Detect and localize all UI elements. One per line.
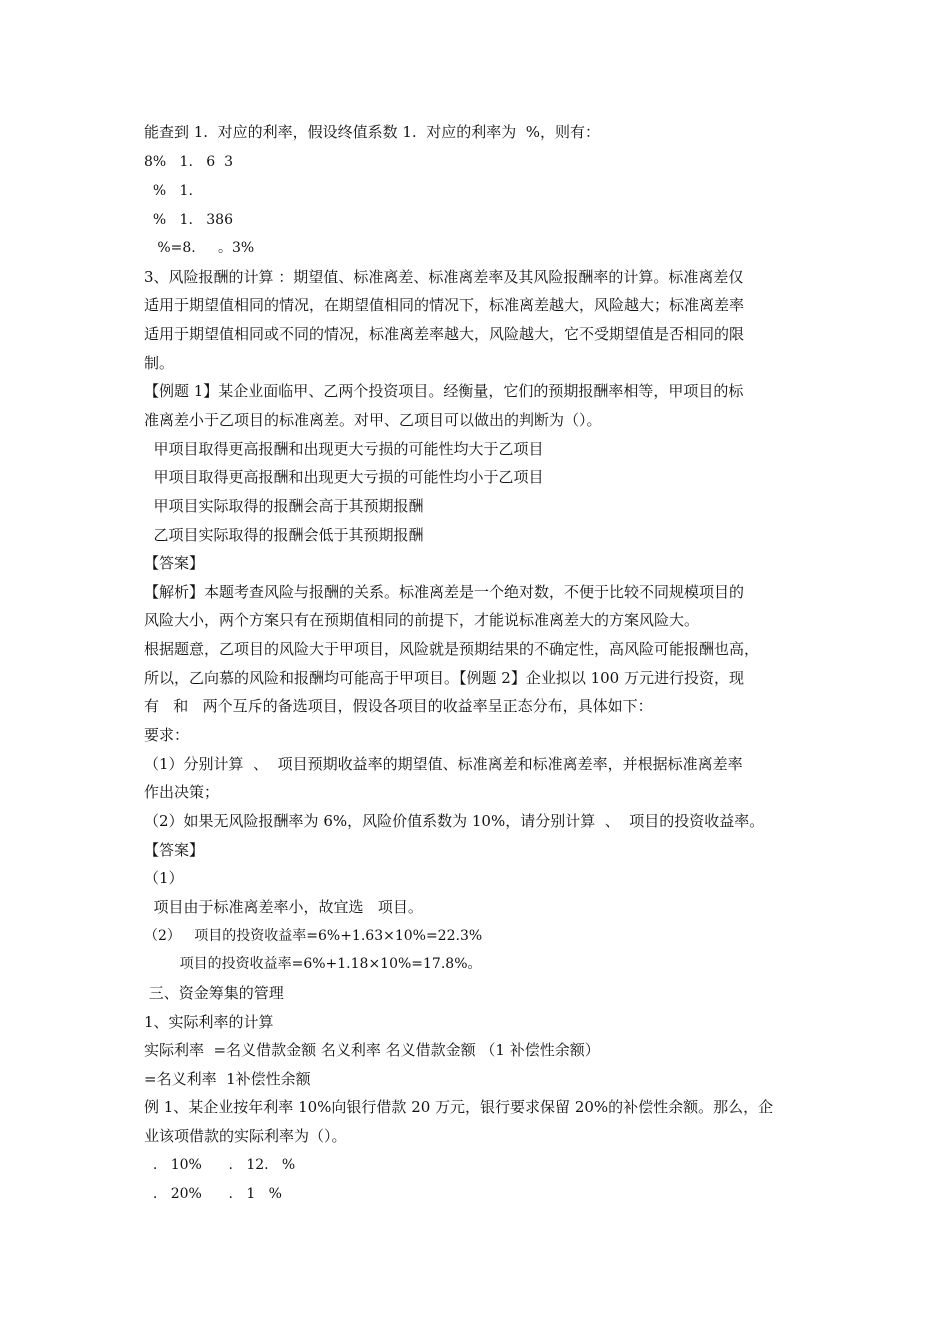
text-line: 适用于期望值相同或不同的情况，标准离差率越大，风险越大，它不受期望值是否相同的限: [144, 325, 745, 343]
text-line: 1、实际利率的计算: [144, 1013, 274, 1031]
text-line: 【解析】本题考查风险与报酬的关系。标准离差是一个绝对数，不便于比较不同规模项目的: [144, 583, 745, 601]
text-line: 甲项目实际取得的报酬会高于其预期报酬: [144, 497, 424, 515]
text-line: 项目由于标准离差率小，故宜选 项目。: [144, 898, 423, 916]
text-line: 【例题 1】某企业面临甲、乙两个投资项目。经衡量，它们的预期报酬率相等，甲项目的标: [144, 382, 744, 400]
text-line: 要求：: [144, 726, 190, 744]
text-line: 3、风险报酬的计算 ：期望值、标准离差、标准离差率及其风险报酬率的计算。标准离差仅: [144, 268, 744, 286]
text-line: 甲项目取得更高报酬和出现更大亏损的可能性均小于乙项目: [144, 468, 544, 486]
text-line: 业该项借款的实际利率为（）。: [144, 1127, 347, 1145]
text-line: 项目的投资收益率=6%+1.18×10%=17.8%。: [144, 956, 482, 972]
text-line: 风险大小，两个方案只有在预期值相同的前提下，才能说标准离差大的方案风险大。: [144, 611, 700, 629]
text-line: 适用于期望值相同的情况，在期望值相同的情况下，标准离差越大，风险越大；标准离差率: [144, 296, 745, 314]
text-line: 例 1、某企业按年利率 10%向银行借款 20 万元，银行要求保留 20%的补偿性余额。那么，企: [144, 1098, 774, 1116]
text-line: 所以，乙向慕的风险和报酬均可能高于甲项目。【例题 2】企业拟以 100 万元进行投资，现: [144, 669, 744, 687]
text-line: 制。: [144, 354, 175, 372]
text-line: % 1. 386: [144, 212, 233, 228]
text-line: 乙项目实际取得的报酬会低于其预期报酬: [144, 526, 424, 544]
text-line: 作出决策；: [144, 783, 220, 801]
text-line: 【答案】: [144, 554, 205, 572]
text-line: % 1.: [144, 183, 193, 199]
text-line: . 20% . 1 %: [144, 1186, 282, 1202]
text-line: （1）: [144, 869, 184, 887]
text-line: 有 和 两个互斥的备选项目，假设各项目的收益率呈正态分布，具体如下：: [144, 697, 653, 715]
text-line: . 10% . 12. %: [144, 1157, 296, 1173]
text-line: 根据题意，乙项目的风险大于甲项目，风险就是预期结果的不确定性，高风险可能报酬也高，: [144, 640, 760, 658]
text-line: 实际利率 =名义借款金额 名义利率 名义借款金额 （1 补偿性余额）: [144, 1041, 600, 1059]
text-line: （1）分别计算 、 项目预期收益率的期望值、标准离差和标准离差率，并根据标准离差率: [144, 755, 743, 773]
text-line: 8% 1. 6 3: [144, 154, 233, 170]
text-line: 能查到 1. 对应的利率，假设终值系数 1. 对应的利率为 %，则有：: [144, 123, 601, 141]
text-line: （2） 项目的投资收益率=6%+1.63×10%=22.3%: [144, 928, 483, 944]
text-line: 【答案】: [144, 841, 205, 859]
text-line: 准离差小于乙项目的标准离差。对甲、乙项目可以做出的判断为（）。: [144, 411, 602, 429]
text-line: =名义利率 1补偿性余额: [144, 1070, 311, 1088]
text-line: 甲项目取得更高报酬和出现更大亏损的可能性均大于乙项目: [144, 440, 544, 458]
section-heading: 三、资金筹集的管理: [144, 984, 284, 1002]
text-line: %=8. 。3%: [144, 240, 255, 256]
text-line: （2）如果无风险报酬率为 6%，风险价值系数为 10%，请分别计算 、 项目的投资收益率。: [144, 812, 765, 830]
